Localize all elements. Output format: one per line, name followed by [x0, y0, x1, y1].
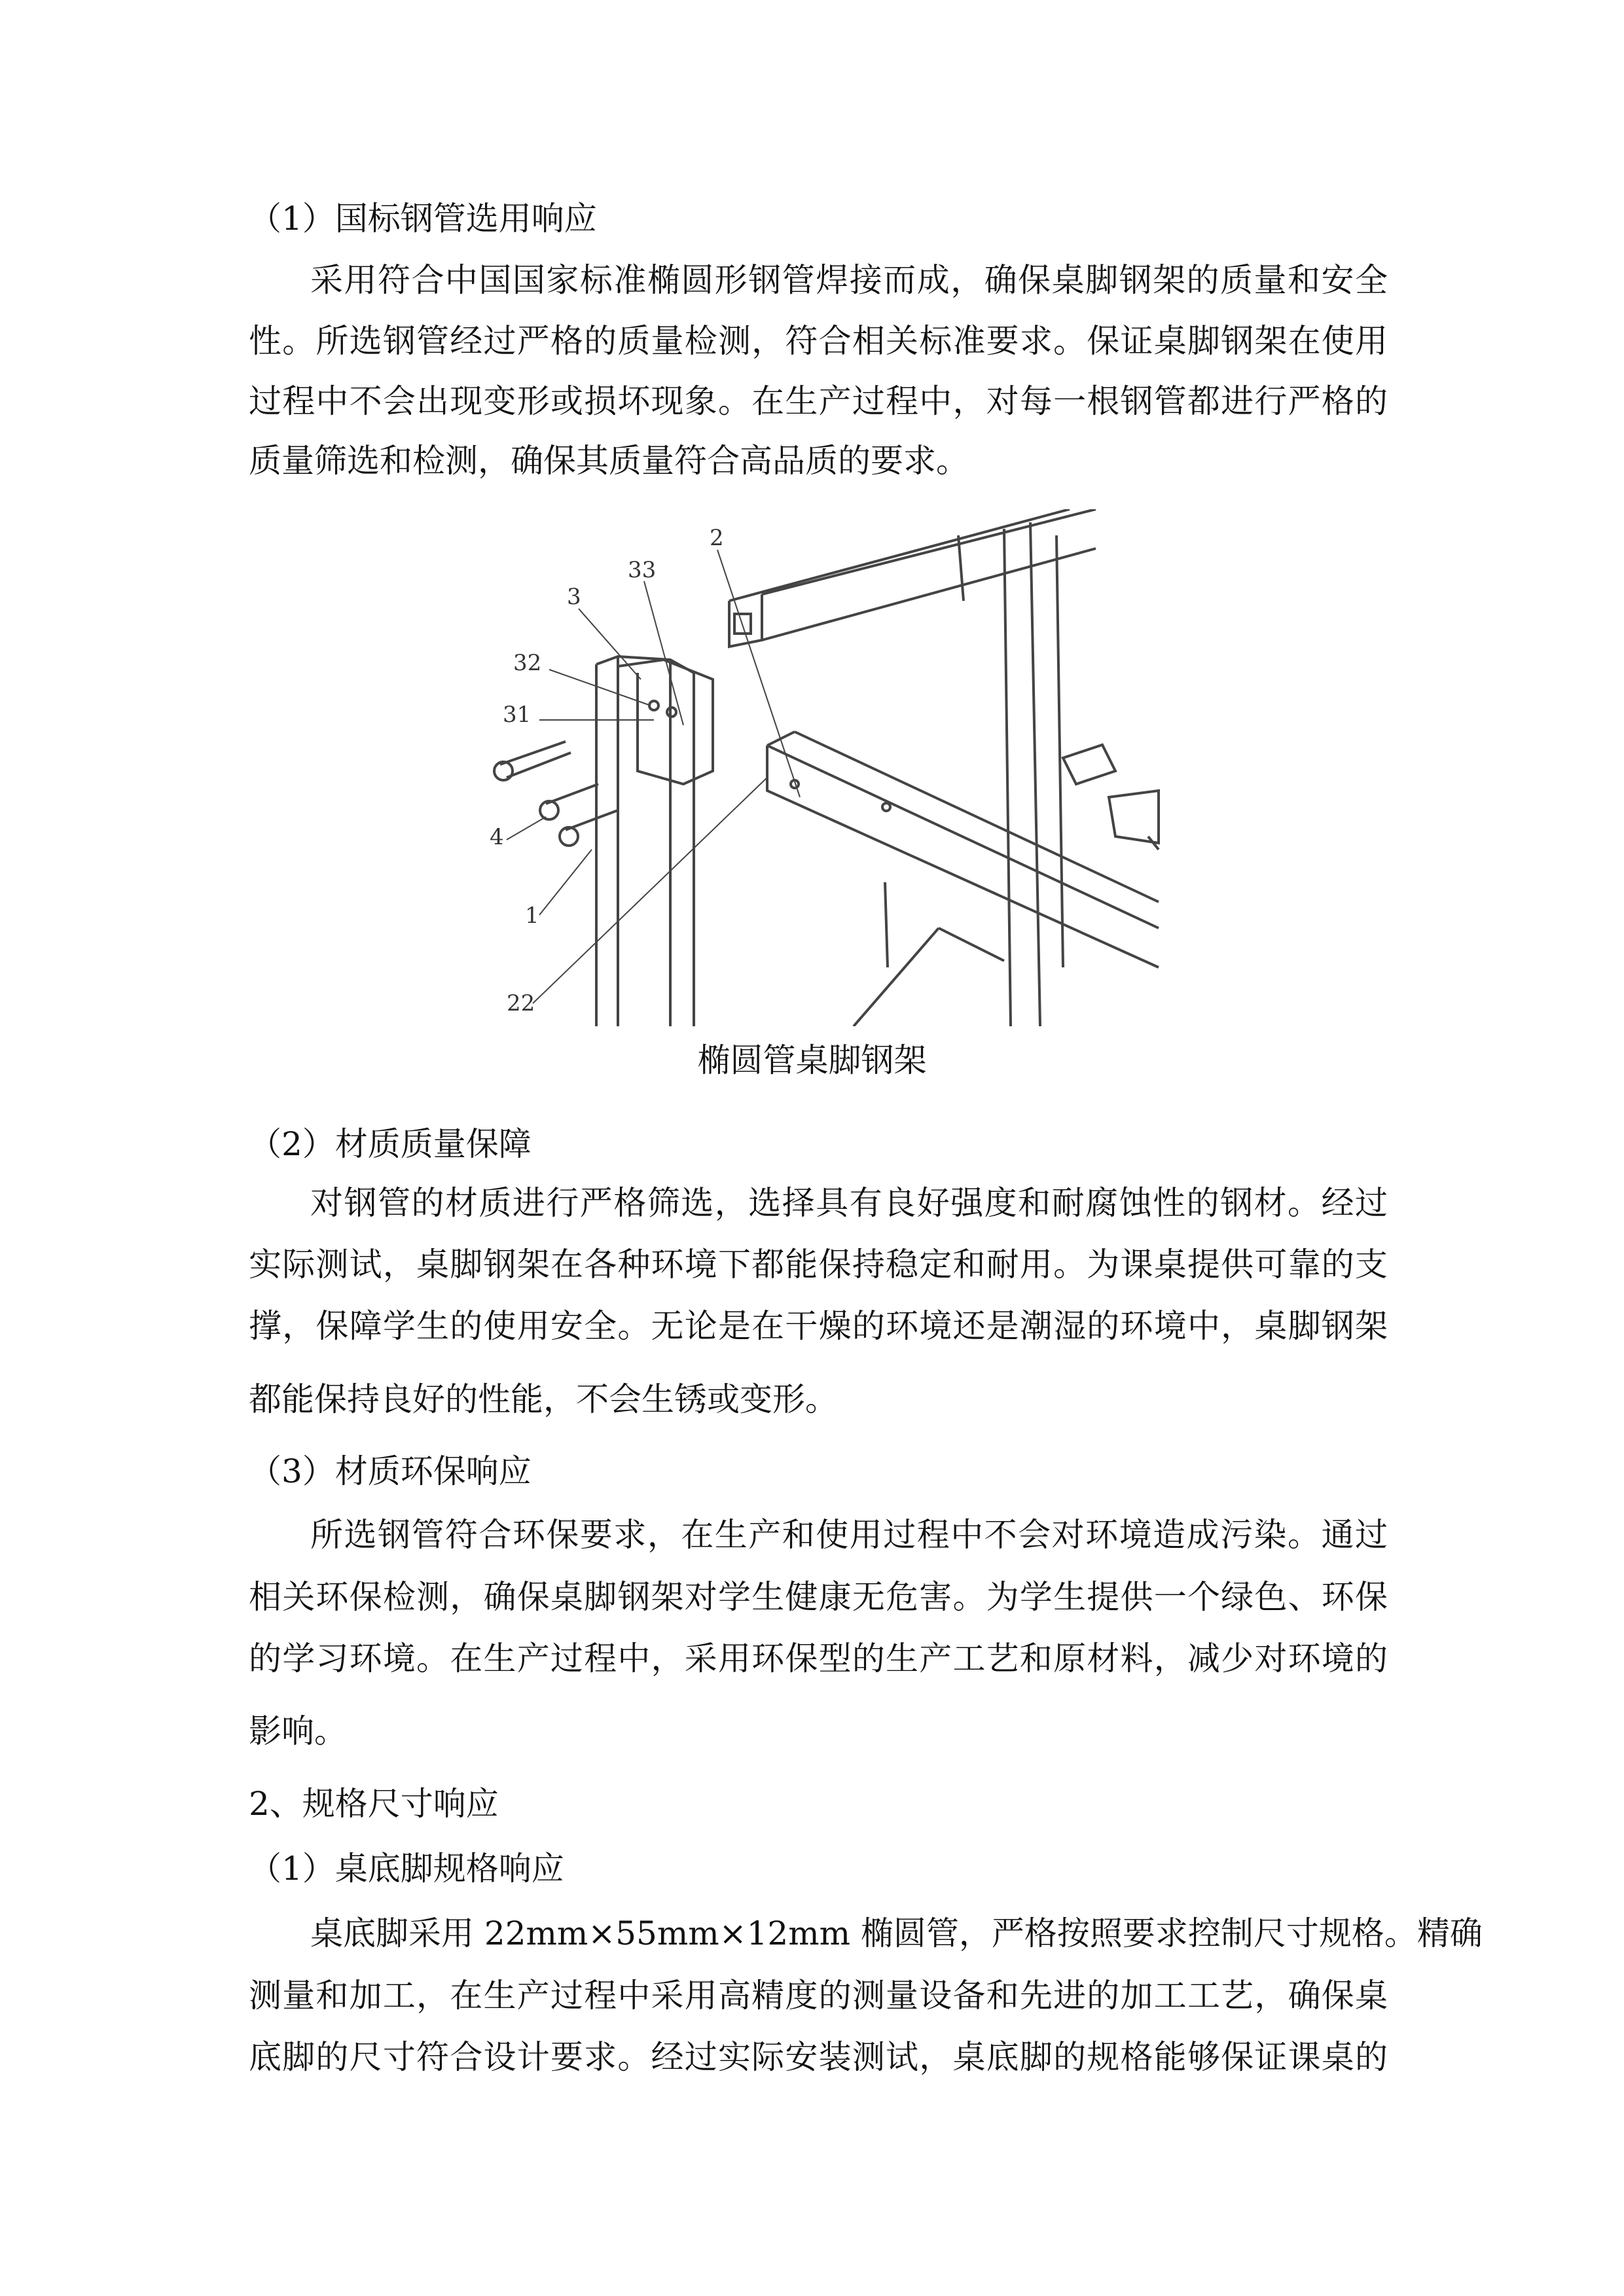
paragraph-line: 桌底脚采用 22mm×55mm×12mm 椭圆管，严格按照要求控制尺寸规格。精确 [310, 1914, 1483, 1952]
label-22: 22 [507, 990, 535, 1016]
chapter2-subheading: （1）桌底脚规格响应 [249, 1850, 564, 1888]
section2-heading: （2）材质质量保障 [249, 1125, 532, 1163]
chapter2-heading: 2、规格尺寸响应 [249, 1785, 499, 1823]
label-32: 32 [513, 650, 542, 676]
label-33: 33 [628, 557, 657, 583]
paragraph-line: 过程中不会出现变形或损坏现象。在生产过程中，对每一根钢管都进行严格的 [249, 382, 1388, 420]
label-4: 4 [490, 824, 504, 850]
paragraph-line: 性。所选钢管经过严格的质量检测，符合相关标准要求。保证桌脚钢架在使用 [249, 322, 1388, 360]
paragraph-line: 的学习环境。在生产过程中，采用环保型的生产工艺和原材料，减少对环境的 [249, 1640, 1388, 1677]
label-31: 31 [503, 702, 532, 728]
paragraph-line: 都能保持良好的性能，不会生锈或变形。 [249, 1380, 838, 1418]
paragraph-line: 测量和加工，在生产过程中采用高精度的测量设备和先进的加工工艺，确保桌 [249, 1977, 1388, 2015]
paragraph-line: 底脚的尺寸符合设计要求。经过实际安装测试，桌底脚的规格能够保证课桌的 [249, 2038, 1388, 2076]
label-2: 2 [710, 525, 724, 551]
paragraph-line: 实际测试，桌脚钢架在各种环境下都能保持稳定和耐用。为课桌提供可靠的支 [249, 1246, 1388, 1283]
paragraph-line: 影响。 [249, 1712, 347, 1750]
section3-heading: （3）材质环保响应 [249, 1452, 532, 1490]
paragraph-line: 撑，保障学生的使用安全。无论是在干燥的环境还是潮湿的环境中，桌脚钢架 [249, 1307, 1388, 1345]
figure-caption: 椭圆管桌脚钢架 [697, 1041, 927, 1079]
label-1: 1 [525, 903, 539, 929]
paragraph-line: 采用符合中国国家标准椭圆形钢管焊接而成，确保桌脚钢架的质量和安全 [310, 261, 1388, 299]
paragraph-line: 所选钢管符合环保要求，在生产和使用过程中不会对环境造成污染。通过 [310, 1516, 1388, 1554]
paragraph-line: 质量筛选和检测，确保其质量符合高品质的要求。 [249, 442, 969, 480]
section1-heading: （1）国标钢管选用响应 [249, 200, 597, 238]
frame-drawing [494, 509, 1159, 1026]
paragraph-line: 相关环保检测，确保桌脚钢架对学生健康无危害。为学生提供一个绿色、环保 [249, 1578, 1388, 1616]
label-3: 3 [567, 584, 581, 610]
paragraph-line: 对钢管的材质进行严格筛选，选择具有良好强度和耐腐蚀性的钢材。经过 [310, 1184, 1388, 1222]
steel-frame-diagram [487, 509, 1161, 1026]
